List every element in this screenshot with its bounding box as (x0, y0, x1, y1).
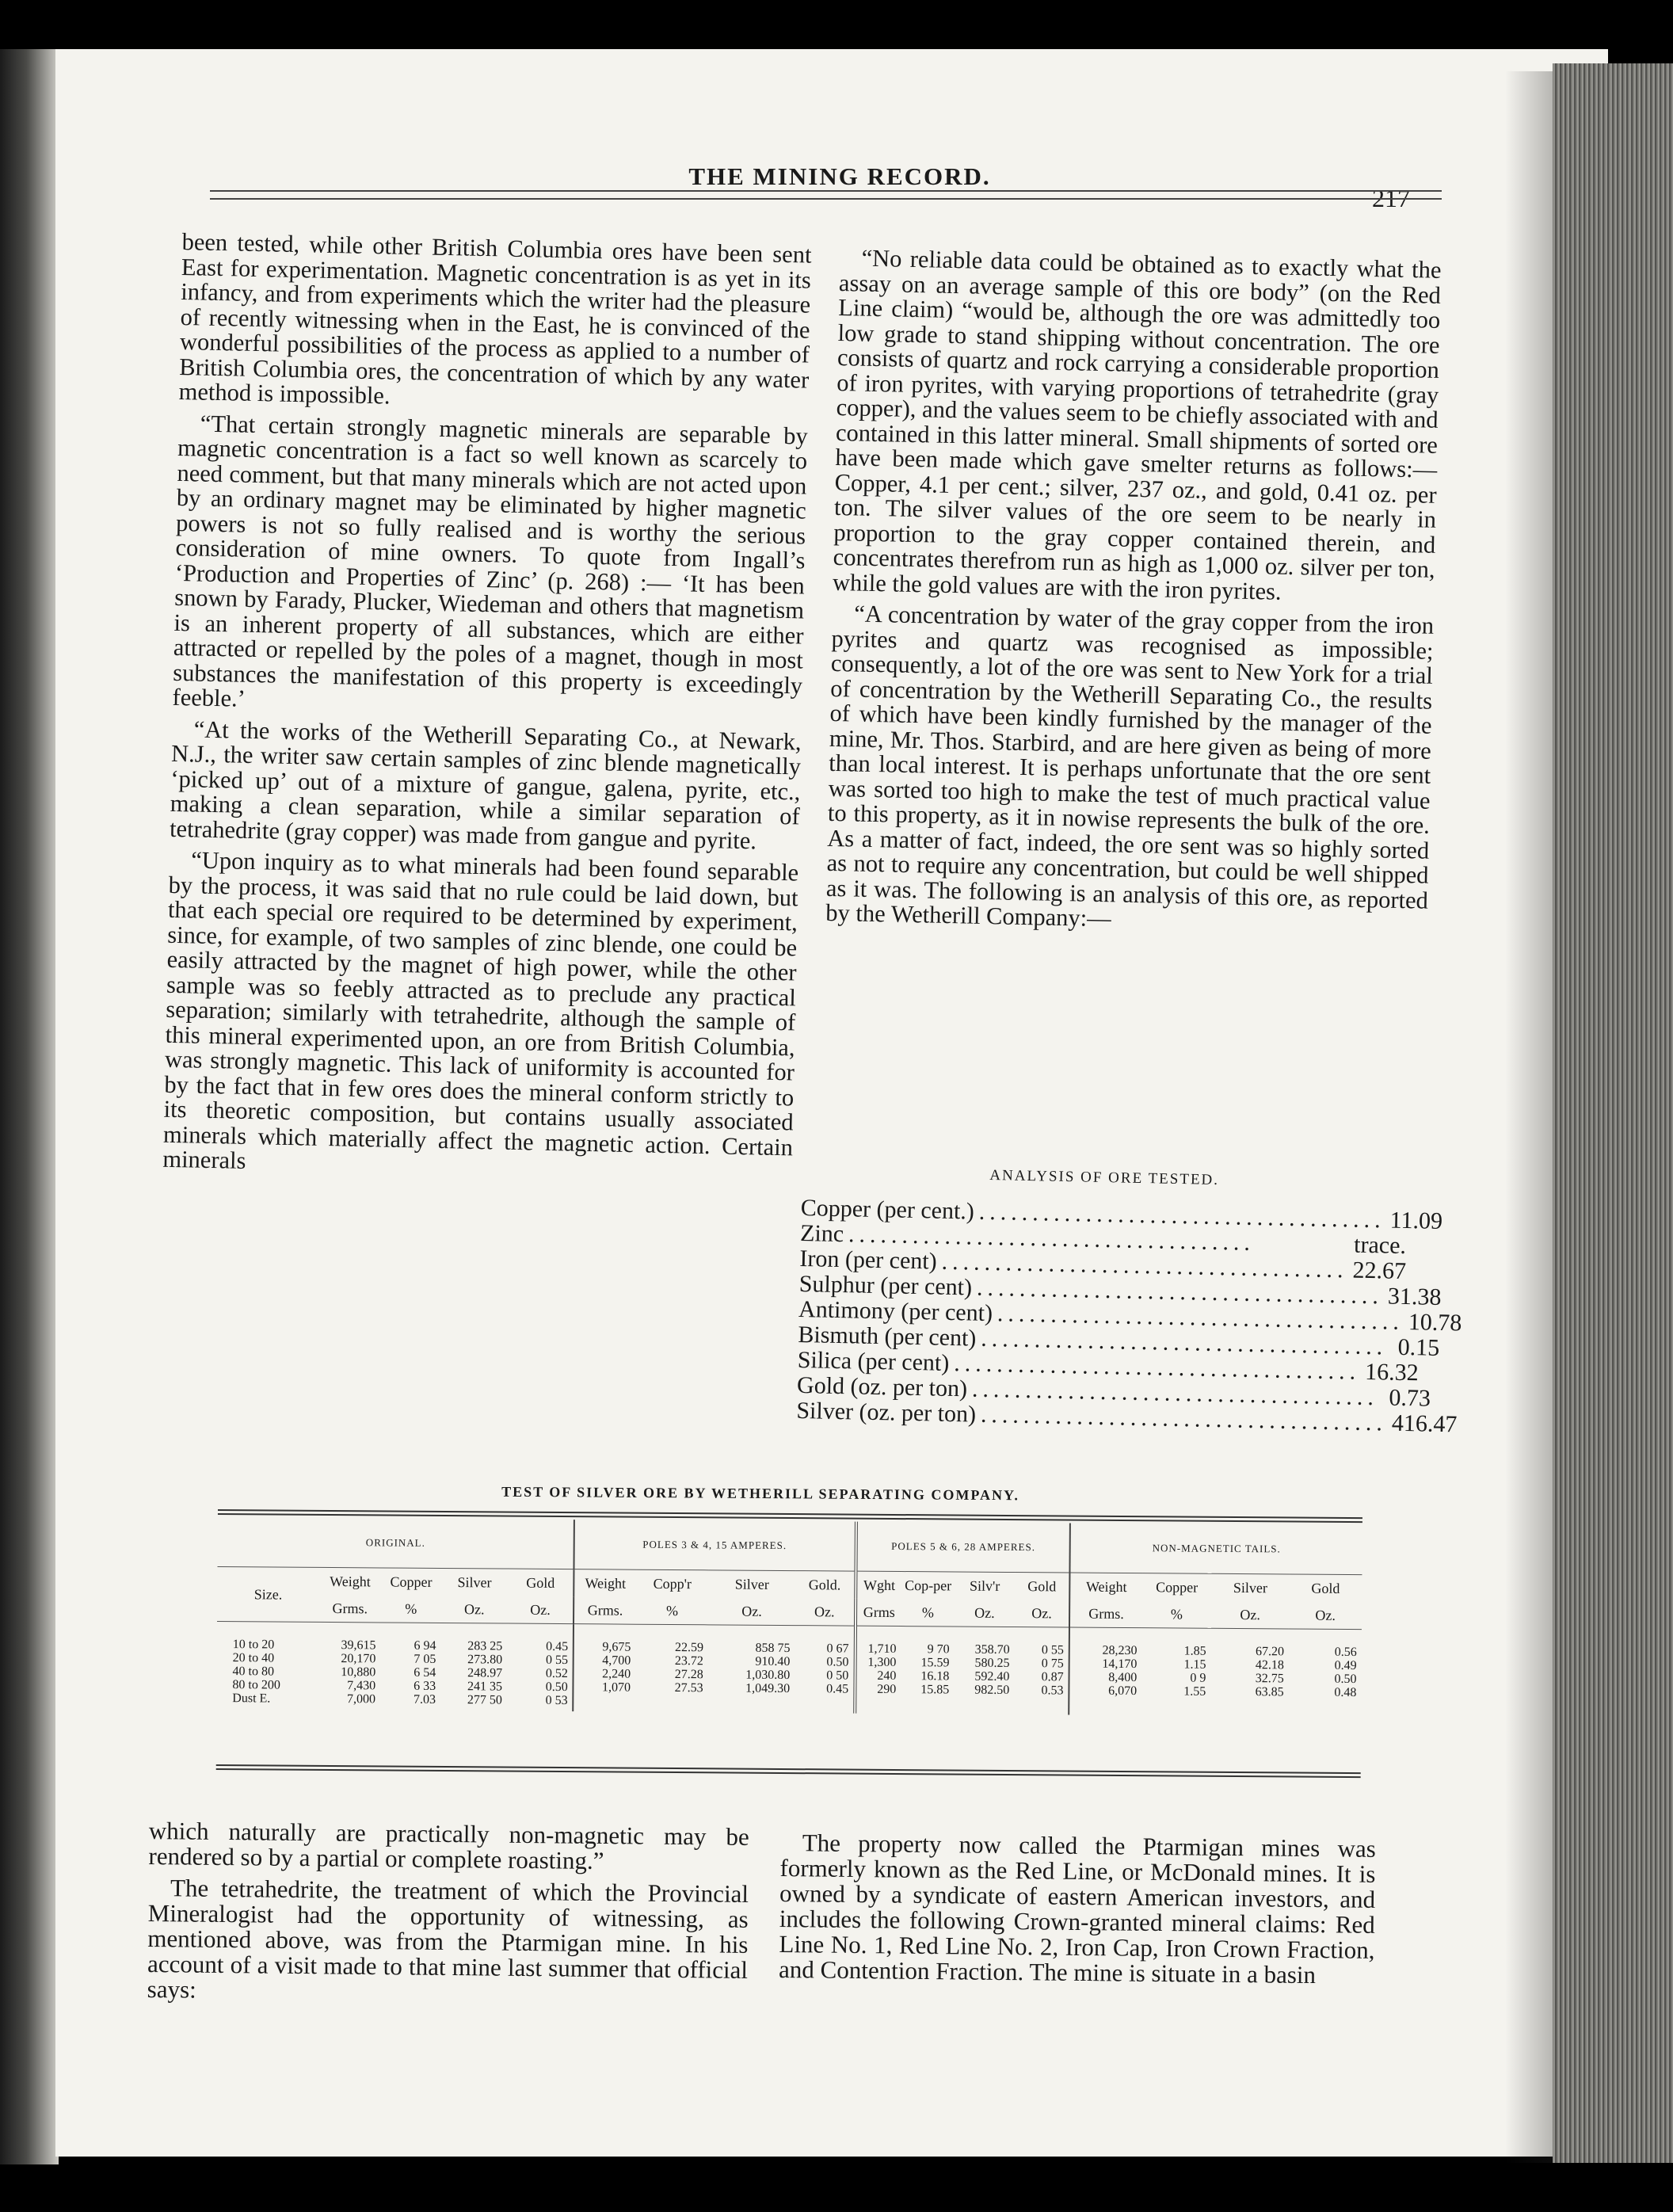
ore-analysis (796, 1163, 1462, 1438)
paragraph: “No reliable data could be obtained as to exactly what the assay on an average sample of this ore body” (on the Red Line claim) “would be, although the ore was admittedly too low grade to stand shipping without concentration. The ore consists of quartz and rock carrying a considerable proportion of iron pyrites, with varying proportions of tetrahedrite (gray copper), and the values seem to be chiefly associated with and contained in this latter mineral. Small shipments of sorted ore have been made which gave smelter returns as follows:—Copper, 4.1 per cent.; silver, 237 oz., and gold, 0.41 oz. per ton. The silver values of the ore seem to be nearly in proportion to the gray copper contained therein, and concentrates therefrom run as high as 1,000 oz. silver per ton, while the gold values are with the iron pyrites. (832, 244, 1442, 605)
unit-header: % (636, 1597, 709, 1625)
col-header: Silv'r (969, 1577, 1000, 1594)
data-cell: 0.45 0 55 0.52 0.50 0 53 (545, 1639, 569, 1708)
paragraph: been tested, while other British Columbia ores have been sent East for experimentation. Magnetic concentration is as yet in its infancy, and from experiments which the writer had the pleasure of recently witnessing when in the East, he is convinced of the wonderful possibilities of the process as applied to a number of British Columbia ores, the concentration of which by any water method is impossible. (178, 228, 812, 410)
analysis-row: Sulphur (per cent) ...................................... 31.38 (798, 1270, 1442, 1310)
unit-header: % (901, 1599, 955, 1627)
right-column-top (825, 246, 1442, 944)
data-cell: 1.85 1.15 0 9 1.55 (1183, 1644, 1206, 1699)
analysis-row: Bismuth (per cent) ...................................... 0.15 (798, 1321, 1440, 1361)
analysis-row: Silica (per cent) ...................................... 16.32 (797, 1346, 1420, 1386)
data-cell: 9 70 15.59 16.18 15.85 (920, 1642, 950, 1697)
test-table-title: TEST OF SILVER ORE BY WETHERILL SEPARATING COMPANY. (501, 1483, 1019, 1504)
unit-header: Grms (856, 1599, 901, 1627)
analysis-row: Gold (oz. per ton) ...................................... 0.73 (796, 1371, 1431, 1412)
col-header: Gold (526, 1574, 555, 1591)
col-header: Wght (856, 1571, 901, 1599)
unit-header: Oz. (508, 1596, 574, 1624)
table-data-row (216, 1621, 1362, 1716)
book-page-edges (1553, 63, 1673, 2163)
paragraph: “That certain strongly magnetic minerals are separable by magnetic concentration is a fact so well known as scarcely to need comment, but that many minerals which are not acted upon by an ordinary magnet may be eliminated by higher magnetic powers is not so fully realised and is worthy the serious consideration of mine owners. To quote from Ingall’s ‘Production and Properties of Zinc’ (p. 268) :— ‘It has been snown by Farady, Plucker, Wiedeman and others that magnetism is an inherent property of all substances, which are either attracted or repelled by the poles of a magnet, though in most substances the manifestation of this property is exceedingly feeble.’ (172, 410, 809, 712)
group-poles-5-6: POLES 5 & 6, 28 AMPERES. (856, 1522, 1070, 1573)
col-header: Cop-per (905, 1577, 952, 1593)
paragraph: “Upon inquiry as to what minerals had been found separable by the process, it was said that no rule could be laid down, but that each special ore required to be determined by experiment, since, for example, of two samples of zinc blende, one could be easily attracted by the magnet of high power, while the other sample was so feebly attracted as to preclude any practical separation; similarly with tetrahedrite, although the sample of this mineral experimented upon, an ore from British Columbia, was strongly magnetic. This lack of uniformity is accounted for by the fact that in few ores does the mineral conform strictly to its theoretic composition, but contains usually associated minerals which materially affect the magnetic action. Certain minerals (162, 846, 799, 1174)
table-group-header-row (217, 1517, 1362, 1575)
paragraph: The property now called the Ptarmigan mines was formerly known as the Red Line, or McDonald mines. It is owned by a syndicate of eastern American investors, and includes the following Crown-granted mineral claims: Red Line No. 1, Red Line No. 2, Iron Cap, Iron Crown Fraction, and Contention Fraction. The mine is situate in a basin (778, 1829, 1376, 1989)
paragraph: The tetrahedrite, the treatment of which the Provincial Mineralogist had the opportunity of witnessing, as mentioned above, was from the Ptarmigan mine. In his account of a visit made to that mine last summer that official says: (147, 1874, 749, 2004)
header-rule (210, 198, 1442, 200)
data-cell: 1,710 1,300 240 290 (855, 1626, 901, 1713)
col-header: Silver (457, 1573, 492, 1590)
col-header: Copper (390, 1573, 433, 1590)
book-gutter-shadow (0, 49, 59, 2164)
data-cell: 9,675 4,700 2,240 1,070 (574, 1624, 636, 1712)
analysis-row: Silver (oz. per ton) ...................................... 416.47 (796, 1397, 1458, 1438)
data-cell: 39,615 20,170 10,880 7,430 7,000 (341, 1638, 376, 1707)
unit-header: Grms. (319, 1595, 381, 1623)
col-header: Copp'r (653, 1575, 692, 1592)
header-rule (210, 190, 1442, 192)
data-cell: 358.70 580.25 592.40 982.50 (974, 1642, 1010, 1697)
unit-header: Oz. (955, 1599, 1015, 1627)
left-column-bottom (147, 1818, 749, 2015)
unit-header: Grms. (1069, 1600, 1142, 1628)
silver-ore-test-table (216, 1517, 1362, 1717)
data-cell: 28,230 14,170 8,400 6,070 (1069, 1627, 1141, 1715)
unit-header: % (1142, 1600, 1211, 1628)
col-header: Gold (1311, 1580, 1340, 1596)
group-non-magnetic-tails: NON-MAGNETIC TAILS. (1070, 1524, 1362, 1575)
paragraph: “A concentration by water of the gray copper from the iron pyrites and quartz was recognised as impossible; consequently, a lot of the ore was sent to New York for a trial of concentration by the Wetherill Separating Co., the results of which have been kindly furnished by the manager of the mine, Mr. Thos. Starbird, and are here given as being of more than local interest. It is perhaps unfortunate that the ore sent was sorted too high to make the test of much practical value to this property, as it in nowise represents the bulk of the ore. As a matter of fact, indeed, the ore sent was so highly sorted as not to require any concentration, but could be well shipped as it was. The following is an analysis of this ore, as reported by the Wetherill Company:— (825, 600, 1435, 932)
paragraph: which naturally are practically non-magnetic may be rendered so by a partial or complete roasting.” (148, 1817, 749, 1875)
unit-header: Grms. (574, 1596, 635, 1624)
col-header: Gold (1027, 1577, 1057, 1594)
group-original: ORIGINAL. (217, 1517, 574, 1569)
running-header-title: THE MINING RECORD. (688, 162, 991, 190)
col-header: Weight (1069, 1573, 1142, 1600)
test-table (216, 1509, 1362, 1783)
unit-header: Oz. (1289, 1601, 1362, 1629)
data-cell: 6 94 7 05 6 54 6 33 7.03 (413, 1638, 436, 1707)
data-cell: 0 67 0.50 0 50 0.45 (826, 1642, 849, 1696)
analysis-title: ANALYSIS OF ORE TESTED. (989, 1166, 1220, 1189)
paragraph: “At the works of the Wetherill Separating Co., at Newark, N.J., the writer saw certain samples of zinc blende magnetically ‘picked up’ out of a mixture of gangue, galena, pyrite, etc., making a clean separation, while a similar separation of tetrahedrite (gray copper) was made from gangue and pyrite. (169, 715, 802, 854)
analysis-row: Iron (per cent) ...................................... 22.67 (799, 1245, 1407, 1285)
size-header: Size. (217, 1566, 319, 1622)
col-header: Weight (330, 1573, 371, 1589)
unit-header: Oz. (1015, 1600, 1070, 1627)
data-cell: 0 55 0 75 0.87 0.53 (1041, 1643, 1064, 1698)
left-column-top (162, 230, 812, 1192)
unit-header: % (381, 1595, 441, 1623)
data-cell: 0.56 0.49 0.50 0.48 (1334, 1645, 1357, 1700)
analysis-row: Copper (per cent.) ...................................... 11.09 (800, 1194, 1443, 1234)
group-poles-3-4: POLES 3 & 4, 15 AMPERES. (574, 1520, 856, 1571)
data-cell: 67.20 42.18 32.75 63.85 (1255, 1645, 1285, 1699)
col-header: Silver (734, 1576, 769, 1592)
page-number: 217 (1372, 184, 1410, 212)
col-header: Copper (1156, 1578, 1199, 1596)
unit-header: Oz. (795, 1598, 856, 1626)
unit-header: Oz. (1211, 1601, 1290, 1629)
data-cell: 858 75 910.40 1,030.80 1,049.30 (745, 1641, 791, 1696)
unit-header: Oz. (708, 1597, 795, 1625)
col-header: Weight (574, 1569, 636, 1597)
unit-header: Oz. (441, 1596, 508, 1623)
analysis-row: Antimony (per cent) ...................................... 10.78 (798, 1295, 1462, 1337)
right-column-bottom (779, 1830, 1376, 1995)
analysis-row: Zinc ...................................... trace. (799, 1219, 1407, 1259)
data-cell: 283 25 273.80 248.97 241 35 277 50 (467, 1639, 503, 1707)
size-cell: 10 to 20 20 to 40 40 to 80 80 to 200 Dust E. (232, 1638, 280, 1706)
data-cell: 22.59 23.72 27.28 27.53 (674, 1641, 704, 1695)
col-header: Silver (1233, 1579, 1267, 1596)
col-header: Gold. (808, 1576, 841, 1592)
